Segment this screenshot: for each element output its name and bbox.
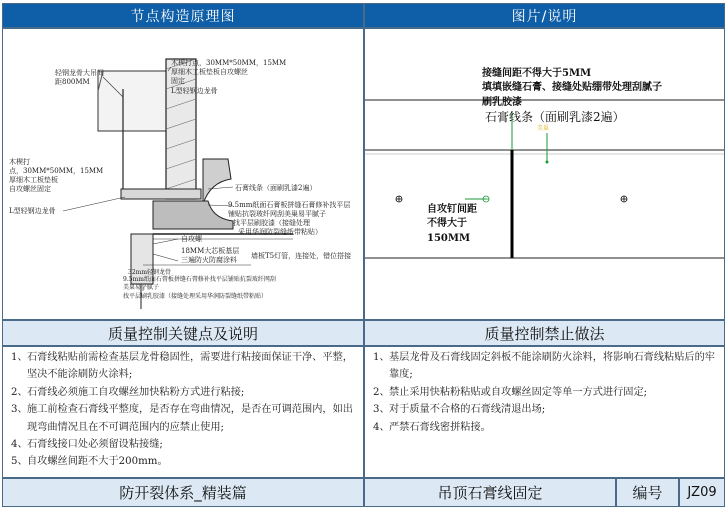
list-item	[11, 384, 357, 401]
label-base-4: 找平层刷乳胶漆（接缝处理采用华润防裂缝纸带粘贴）	[123, 293, 268, 300]
label-hanger-2: 距800MM	[55, 78, 90, 86]
list-item	[373, 419, 718, 436]
leader-dot	[546, 161, 549, 164]
cornice-molding	[203, 159, 231, 204]
label-gypsum-line: 石膏线条（面刷乳漆2遍）	[235, 184, 317, 192]
label-board-3: 找平层刷胶漆（接缝处理	[233, 219, 310, 227]
photo-panel	[364, 28, 725, 320]
label-wedge-left-3: 厚细木工板垫板	[9, 176, 58, 184]
list-item-text: 自攻螺丝间距不大于200mm。	[27, 456, 168, 468]
note-screw-spacing-3: 150MM	[427, 233, 471, 244]
label-board-1: 9.5mm纸面石膏板拼缝石膏修补找平层	[228, 201, 351, 209]
board-base	[121, 189, 201, 199]
footer-code-label-text: 编号	[632, 484, 663, 502]
list-item	[11, 436, 357, 453]
green-leaders	[465, 111, 550, 199]
photo-header-title: 图片/说明	[511, 8, 578, 25]
note-paint: 刷乳胶漆	[482, 97, 522, 108]
list-item	[11, 453, 357, 470]
footer-title	[364, 478, 616, 507]
list-item-text: 基层龙骨及石膏线固定斜板不能涂刷防火涂料，将影响石膏线粘贴后的牢靠度;	[389, 352, 715, 381]
label-core-board-1: 18MM大芯板基层	[181, 247, 240, 255]
note-filler: 填填嵌缝石膏、接缝处贴绷带处理刮腻子	[482, 82, 662, 93]
list-item	[11, 401, 357, 436]
quality-points-header	[2, 320, 364, 346]
list-item-text: 施工前检查石膏线平整度，是否存在弯曲情况，是否在可调范围内，如出现弯曲情况且在不可调范围内的应禁止使用;	[27, 404, 353, 433]
list-item-text: 禁止采用快粘粉粘贴或自攻螺丝固定等单一方式进行固定;	[389, 386, 648, 398]
node-diagram	[3, 29, 363, 319]
footer-code-label	[616, 478, 679, 507]
quality-points-title: 质量控制关键点及说明	[107, 324, 258, 343]
prohibited-title: 质量控制禁止做法	[484, 324, 605, 343]
quality-points-list	[2, 346, 364, 478]
prohibited-list	[364, 346, 725, 478]
list-item-text: 严禁石膏线密拼粘接。	[389, 421, 491, 433]
label-base-3: 美巢易平腻子	[123, 284, 160, 291]
list-item	[373, 401, 718, 418]
list-item-number: 1、	[373, 352, 390, 363]
note-joint-gap: 接缝间距不得大于5MM	[482, 68, 592, 79]
label-base-1: 32mm轻钢龙骨	[128, 269, 172, 276]
ceiling-slab	[98, 71, 168, 131]
label-base-2: 9.5mm纸面石膏板拼缝石膏修补找平层铺贴抗裂玻纤网刮	[123, 276, 276, 283]
note-screw-spacing-1: 自攻钉间距	[427, 204, 477, 215]
diagram-header-title: 节点构造原理图	[130, 8, 236, 25]
prohibited-header	[364, 320, 725, 346]
list-item-text: 石膏线粘贴前需检查基层龙骨稳固性，需要进行粘接面保证干净、平整，坚决不能涂刷防火涂料;	[27, 352, 353, 381]
list-item-text: 石膏线接口处必须留设粘接缝;	[27, 439, 163, 451]
label-board-4: 采用华润防裂缝纸带粘贴）	[238, 228, 322, 236]
label-hanger-1: 轻钢龙骨大吊间	[55, 69, 104, 77]
footer-code-value-text: JZ09	[687, 485, 717, 500]
list-item	[11, 349, 357, 384]
list-item-text: 对于质量不合格的石膏线清退出场;	[389, 404, 546, 416]
label-self-tap: 自攻螺	[181, 235, 202, 243]
list-item-number: 1、	[11, 352, 28, 363]
footer-series-text: 防开裂体系_精装篇	[119, 484, 247, 502]
list-item-text: 石膏线必须施工自攻螺丝加快粘粉方式进行粘接;	[27, 386, 245, 398]
list-item-number: 3、	[373, 404, 390, 416]
note-screw-spacing-2: 不得大于	[427, 218, 467, 229]
list-item	[373, 384, 718, 401]
photo-header	[364, 3, 725, 28]
label-wedge-2: 厚细木工板垫板自攻螺丝	[171, 68, 248, 76]
list-item-number: 4、	[11, 439, 28, 451]
label-core-board-2: 三遍防火防腐涂料	[181, 256, 237, 264]
label-l-keel-left: L型轻钢边龙骨	[9, 207, 56, 215]
label-wedge-1: 木楔打点，30MM*50MM，15MM	[171, 59, 287, 67]
label-l-keel-top: L型轻钢边龙骨	[171, 87, 218, 95]
label-wedge-left-2: 点，30MM*50MM，15MM	[9, 167, 104, 175]
diagram-header	[2, 3, 364, 28]
label-wedge-3: 固定	[171, 77, 185, 85]
label-board-2: 铺贴抗裂玻纤网刮美巢易平腻子	[228, 210, 326, 218]
label-wedge-left-4: 自攻螺丝固定	[9, 185, 51, 193]
footer-code-value	[679, 478, 725, 507]
footer-series	[2, 478, 364, 507]
node-diagram-panel	[2, 28, 364, 320]
label-wedge-left-1: 木楔打	[9, 158, 30, 166]
note-gypsum-line: 石膏线条（面刷乳漆2遍）	[485, 110, 625, 124]
brand-tag: 美巢	[537, 125, 550, 132]
list-item-number: 3、	[11, 404, 28, 416]
list-item-number: 5、	[11, 456, 28, 468]
ceiling-photo-sketch	[365, 29, 724, 319]
list-item-number: 2、	[373, 386, 390, 398]
gypsum-line-profile	[153, 201, 233, 229]
list-item-number: 2、	[11, 386, 28, 398]
label-lamp: 墙板T5灯管，连接处，错位搭接	[251, 252, 352, 260]
footer-title-text: 吊顶石膏线固定	[437, 484, 543, 502]
list-item	[373, 349, 718, 384]
list-item-number: 4、	[373, 421, 390, 433]
